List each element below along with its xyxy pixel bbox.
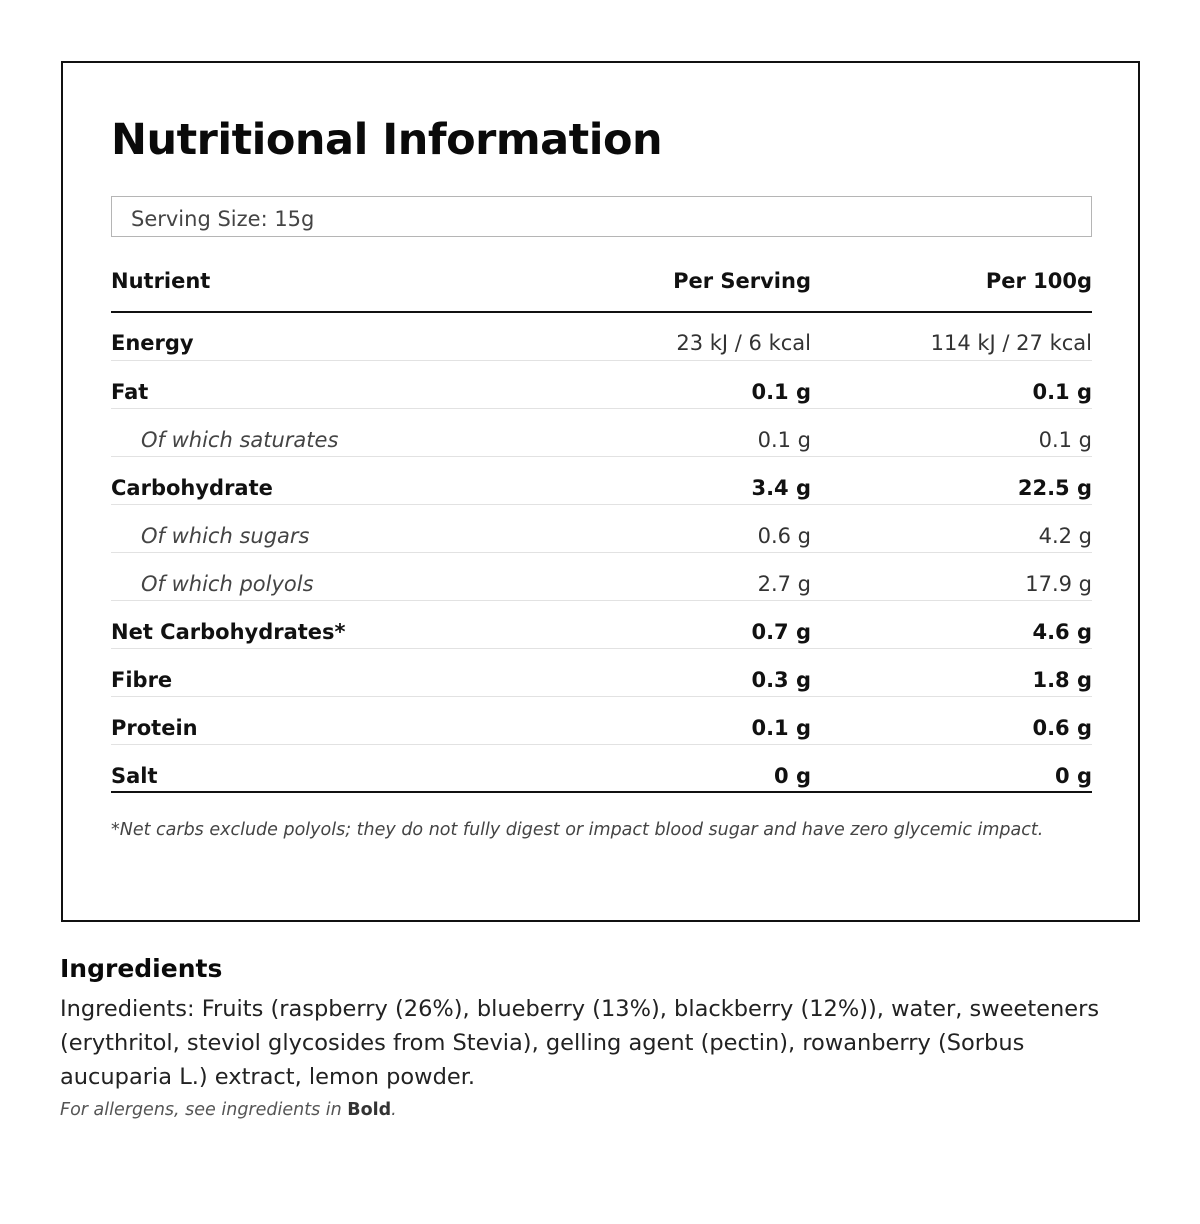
per-100g-value: 22.5 g — [1017, 476, 1092, 500]
ingredients-heading: Ingredients — [60, 954, 223, 983]
page-title: Nutritional Information — [111, 115, 663, 165]
per-serving-value: 0.7 g — [751, 620, 811, 644]
header-nutrient: Nutrient — [111, 269, 211, 293]
per-serving-value: 2.7 g — [757, 572, 811, 596]
table-row — [111, 409, 1092, 457]
per-100g-value: 17.9 g — [1025, 572, 1092, 596]
table-row — [111, 553, 1092, 601]
per-serving-value: 0.6 g — [757, 524, 811, 548]
allergen-prefix: For allergens, see ingredients in — [60, 1100, 348, 1120]
nutrition-panel — [61, 61, 1140, 922]
nutrient-name: Of which saturates — [141, 428, 339, 452]
per-serving-value: 0 g — [774, 764, 811, 788]
header-per-100g: Per 100g — [985, 269, 1092, 293]
nutrient-name: Energy — [111, 331, 194, 355]
table-row — [111, 745, 1092, 793]
nutrient-name: Of which polyols — [141, 572, 314, 596]
table-row — [111, 313, 1092, 361]
ingredients-text: Ingredients: Fruits (raspberry (26%), blueberry (13%), blackberry (12%)), water, sweeteners (erythritol, steviol glycosides from Stevia), gelling agent (pectin), rowanberry (Sorbus aucuparia L.) extract, lemon powder. — [60, 996, 1100, 1090]
table-row — [111, 697, 1092, 745]
per-serving-value: 0.1 g — [751, 380, 811, 404]
header-per-serving: Per Serving — [673, 269, 811, 293]
nutrient-name: Carbohydrate — [111, 476, 273, 500]
per-serving-value: 23 kJ / 6 kcal — [676, 331, 811, 355]
per-100g-value: 0.6 g — [1032, 716, 1092, 740]
nutrient-name: Of which sugars — [141, 524, 310, 548]
per-serving-value: 0.1 g — [751, 716, 811, 740]
net-carbs-footnote: *Net carbs exclude polyols; they do not fully digest or impact blood sugar and have zero glycemic impact. — [111, 820, 1044, 840]
table-row — [111, 601, 1092, 649]
nutrient-name: Fat — [111, 380, 149, 404]
per-100g-value: 114 kJ / 27 kcal — [930, 331, 1092, 355]
allergen-bold-word: Bold — [347, 1100, 392, 1120]
serving-size-box: Serving Size: 15g — [111, 196, 1092, 237]
per-serving-value: 0.1 g — [757, 428, 811, 452]
per-100g-value: 4.2 g — [1038, 524, 1092, 548]
nutrient-name: Protein — [111, 716, 198, 740]
per-serving-value: 0.3 g — [751, 668, 811, 692]
nutrition-table — [111, 253, 1092, 793]
per-100g-value: 0.1 g — [1032, 380, 1092, 404]
per-100g-value: 1.8 g — [1032, 668, 1092, 692]
table-header — [111, 253, 1092, 313]
table-row — [111, 649, 1092, 697]
table-row — [111, 457, 1092, 505]
nutrient-name: Net Carbohydrates* — [111, 620, 346, 644]
nutrient-name: Fibre — [111, 668, 173, 692]
per-100g-value: 0 g — [1055, 764, 1092, 788]
per-100g-value: 0.1 g — [1038, 428, 1092, 452]
allergen-note — [60, 1100, 397, 1120]
allergen-suffix: . — [391, 1100, 397, 1120]
nutrient-name: Salt — [111, 764, 158, 788]
table-row — [111, 361, 1092, 409]
per-100g-value: 4.6 g — [1032, 620, 1092, 644]
per-serving-value: 3.4 g — [751, 476, 811, 500]
table-row — [111, 505, 1092, 553]
